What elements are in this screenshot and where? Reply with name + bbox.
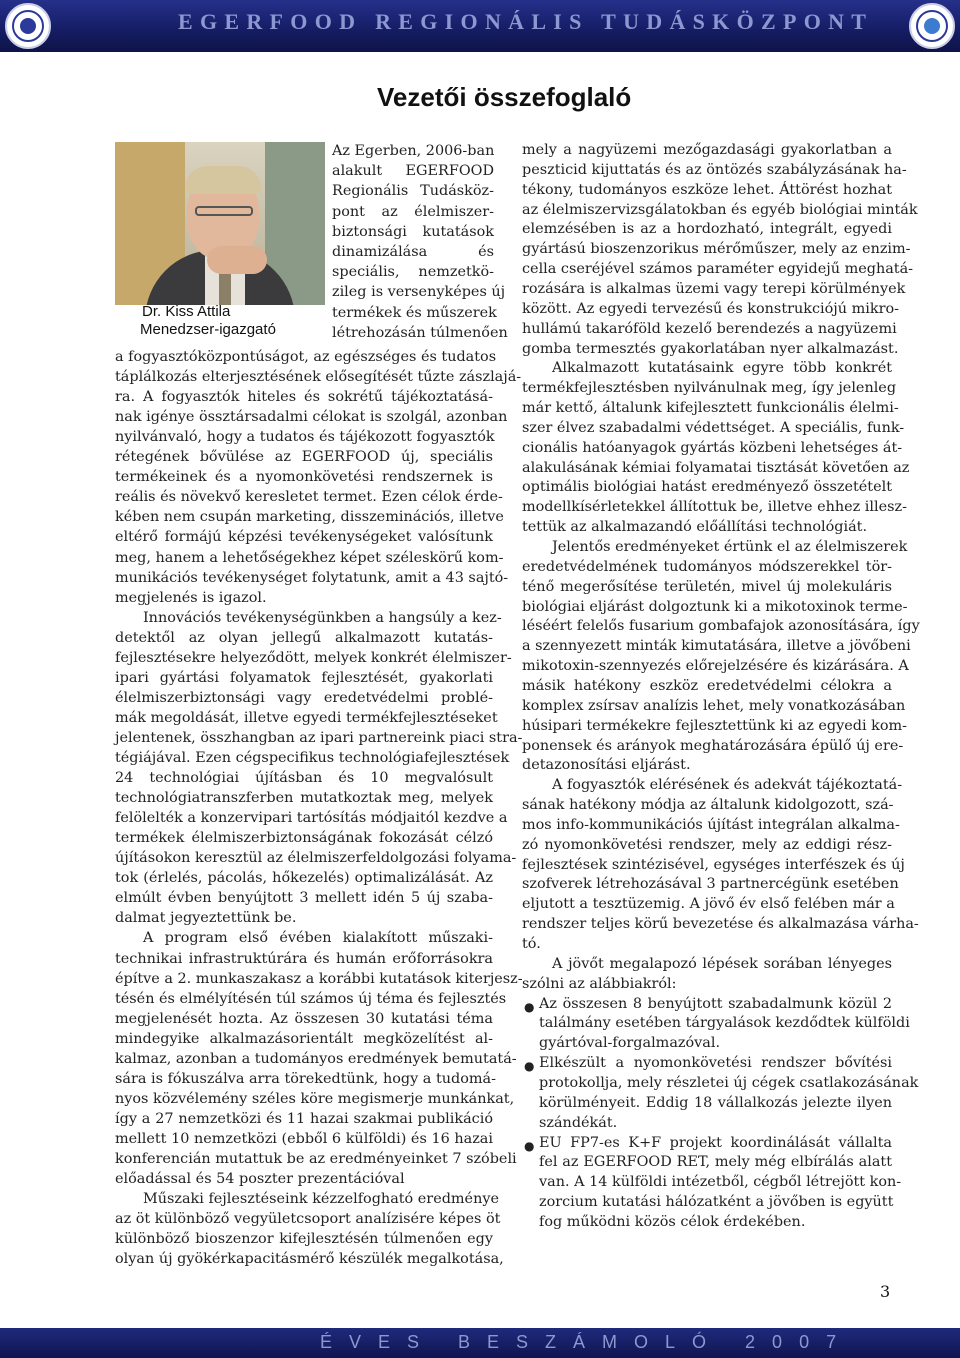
left-column-line: termékeinek és a nyomonkövetési rendszernek is [115,469,493,486]
right-column-line: alakulásának kémiai folyamatai tisztását követően az [522,459,910,476]
right-column-line: rendszer teljes körű bevezetése és alkalmazása várha- [522,916,919,933]
left-column-line: Innovációs tevékenységünkben a hangsúly a kez- [143,609,502,626]
right-column-line: találmány esetében tárgyalások kezdődtek külföldi [539,1015,910,1032]
left-column-line: táplálkozás elterjesztésének elősegítését tűzte zászlajá- [115,369,522,386]
right-column-line: gyártóval-forgalmazóval. [539,1035,721,1052]
left-column-line: újításokon keresztül az élelmiszerfeldolgozási folyama- [115,850,517,867]
left-column-line: nyilvánvaló, hogy a tudatos és tájékozott fogyasztók [115,429,495,446]
left-column-line: munikációs tevékenységet folytatunk, amit a 43 sajtó- [115,569,509,586]
right-column-line: a szennyezett minták kimutatására, illetve a jövőbeni [522,638,911,655]
bullet-icon: ● [524,1138,535,1153]
right-column-line: gomba termesztés gyakorlatában nyer alkalmazást. [522,340,899,357]
right-column-line: Elkészült a nyomonkövetési rendszer bővítési [539,1055,892,1072]
left-column-line: A program első évében kialakított műszaki- [143,930,493,947]
right-column-line: cionális hatóanyagok gyártás közbeni lehetséges át- [522,439,903,456]
right-column-line: tó. [522,936,541,952]
left-column-line: Műszaki fejlesztéseink kézzelfogható eredménye [143,1191,499,1208]
left-column-line: előadással és 54 poszter prezentációval [115,1171,405,1188]
left-column-line: tégiájával. Ezen cégspecifikus technológiafejlesztések [115,750,510,766]
right-column-line: tettük az alkalmazandó előállítási technológiát. [522,519,868,536]
left-column-line: tésén és elmélyítésén túl számos új téma és fejlesztés [115,990,507,1007]
banner-title: EGERFOOD REGIONÁLIS TUDÁSKÖZPONT [178,9,874,34]
right-column-line: mely a nagyüzemi mezőgazdasági gyakorlatban a [522,142,892,158]
right-column-line: körülményeit. Eddig 18 vállalkozás jelezte ilyen [539,1094,892,1111]
right-column-line: másik hatékony eszköz eredetvédelmi célokra a [522,677,892,694]
right-column-line: protokollja, mely részletei új cégek csatlakozásának [539,1074,919,1091]
bullet-icon: ● [524,1059,535,1074]
left-column-line: olyan új gyökérkapacitásmérő készülék megalkotása, [115,1251,504,1268]
right-column-line: szólni az alábbiakról: [522,975,677,992]
intro-line: alakult EGERFOOD [332,163,494,180]
right-column-line: szer élvez szabadalmi védettséget. A speciális, funk- [522,419,905,436]
right-column-line: léséért felelős fusarium gombafajok azonosítására, így [522,618,920,635]
right-column-line: peszticid kijuttatás és az öntözés szabályzásának ha- [522,161,907,178]
right-column-line: hullámú takaróföld kezelő berendezés a nagyüzemi [522,320,897,337]
bullet-icon: ● [524,999,535,1014]
right-column-line: komplex zsírsav analízis lehet, mely vonatkozásában [522,697,906,714]
intro-line: termékek és műszerek [332,304,497,321]
right-column-line: eredetvédelmének tudományos módszerekkel tör- [522,558,892,575]
left-column-line: fejlesztésekre helyeződött, melyek konkrét élelmiszer- [115,649,512,666]
left-column-line: élelmiszerbiztonsági vagy eredetvédelmi problé- [115,689,493,706]
left-column-line: megjelenését hozta. Az összesen 30 kutatási téma [115,1010,493,1027]
left-column-line: a fogyasztóközpontúságot, az egészséges és tudatos [115,349,497,365]
right-column-line: ténő megerősítése területén, mivel új molekuláris [522,578,892,595]
intro-line: speciális, nemzetkö- [332,264,494,281]
left-column-line: mellett 10 nemzetközi (ebből 6 külföldi) és 16 hazai [115,1130,493,1147]
intro-line: dinamizálása és [332,244,494,260]
intro-line: Regionális Tudásköz- [332,183,494,200]
right-column-line: húsipari termékekre fejlesztettünk ki az egyedi kom- [522,717,908,734]
intro-line: biztonsági kutatások [332,223,494,240]
right-column-line: sának hatékony módja az általunk kidolgozott, szá- [522,797,894,814]
intro-line: pont az élelmiszer- [332,203,494,220]
director-role: Menedzser-igazgató [140,321,276,338]
left-column-line: különböző bioszenzor kifejlesztésén túlmenően egy [115,1231,493,1248]
left-column-line: kében nem csupán marketing, disszeminációs, illetve [115,509,504,526]
right-column-line: fel az EGERFOOD RET, mely még elbírálás alatt [539,1154,892,1171]
left-column-line: jelentenek, összhangban az ipari partnereink piaci stra- [115,729,523,746]
left-column-line: nak igénye össztársadalmi célokat is szolgál, azonban [115,409,508,426]
right-column-line: rozására is alkalmas üzemi vagy terepi körülmények [522,280,906,297]
top-banner [0,0,960,52]
left-column-line: így a 27 nemzetközi és 11 hazai szakmai publikáció [115,1110,493,1127]
right-column-line: biológiai eljárást dolgoztunk ki a mikotoxinok terme- [522,598,908,615]
right-column-line: elemzésében is az a hordozható, integrált, egyedi [522,221,892,238]
left-column-line: mák megoldását, illetve egyedi termékfejlesztéseket [115,709,498,726]
right-column-line: zó nyomonkövetési rendszer, mely az eddigi rész- [522,836,892,853]
right-column-line: fejlesztések szintézisével, egységes interfészek és új [522,856,905,873]
left-column-line: technológiatranszferben mutatkoztak meg, melyek [115,790,493,807]
bottom-banner [0,1328,960,1358]
left-column-line: sára is fókuszálva arra törekedtünk, hogy a tudomá- [115,1070,496,1087]
right-column-line: detazonosítási eljárást. [522,757,691,774]
left-column-line: nyos közvélemény széles köre megismerje munkánkat, [115,1090,515,1107]
right-column-line: szándékát. [539,1114,618,1131]
right-column-line: mikotoxin-szennyezés előrejelzésére és kizárására. A [522,658,909,675]
right-column-line: ponensek és arányok meghatározására épülő új ere- [522,737,904,754]
right-column-line: Jelentős eredményeket értünk el az élelmiszerek [552,539,908,555]
left-column-line: konferencián mutattuk be az eredményeinket 7 szóbeli [115,1151,517,1167]
director-portrait-photo [115,142,325,305]
right-column-line: már kettő, általunk kifejlesztett funkcionális élelmi- [522,400,899,417]
right-column-line: között. Az egyedi tervezésű és konstrukciójú mikro- [522,300,899,317]
left-column-line: kalmaz, azonban a tudományos eredmények bemutatá- [115,1050,517,1067]
director-name: Dr. Kiss Attila [142,303,231,320]
left-column-line: ipari gyártási folyamatok fejlesztését, gyakorlati [115,669,493,686]
left-column-line: rétegének bővülése az EGERFOOD új, speciális [115,449,493,466]
intro-line: zileg is versenyképes új [332,284,506,301]
right-column-line: zorcium kutatási hálózatként a jövőben is együtt [539,1194,894,1211]
right-column-line: A jövőt megalapozó lépések sorában lényeges [552,955,892,972]
left-column-line: építve a 2. munkaszakasz a korábbi kutatások kiterjesz- [115,970,523,987]
intro-line: Az Egerben, 2006-ban [332,143,495,159]
right-column-line: van. A 14 külföldi intézetből, cégből létrejött kon- [539,1174,902,1191]
right-column-line: A fogyasztók elérésének és adekvát tájékoztatá- [552,777,903,794]
right-column-line: cella cseréjével számos paraméter egyidejű meghatá- [522,261,914,278]
left-column-line: elmúlt évben benyújtott 3 mellett idén 5 új szaba- [115,890,493,907]
left-column-line: mindegyike alkalmazásorientált megközelítést al- [115,1030,493,1047]
left-column-line: 24 technológiai újításban és 10 megvalósult [115,770,493,787]
left-column-line: eltérő formájú képzési tevékenységeket valósítunk [115,529,493,546]
right-column-line: EU FP7-es K+F projekt koordinálását vállalta [539,1134,892,1151]
right-column-line: Alkalmazott kutatásaink egyre több konkrét [552,360,892,377]
page-number: 3 [880,1282,891,1301]
egerfood-seal-logo [909,3,955,49]
left-column-line: meg, hanem a lehetőségekhez képet széleskörű kom- [115,549,504,566]
left-column-line: ra. A fogyasztók hiteles és sokrétű tájékoztatásá- [115,389,493,406]
footer-text: ÉVES BESZÁMOLÓ 2007 [320,1332,854,1352]
right-column-line: mos info-kommunikációs újítást integrálan alkalma- [522,816,900,833]
intro-line: létrehozásán túlmenően [332,324,508,341]
right-column-line: szofverek létrehozásával 3 partnercégünk esetében [522,876,899,893]
right-column-line: tékony, tudományos eszköze lehet. Áttörést hozhat [522,181,892,198]
left-column-line: detektől az olyan jellegű alkalmazott kutatás- [115,629,493,646]
right-column-line: optimális biológiai hatást eredményező összetételt [522,479,892,496]
left-column-line: termékek élelmiszerbiztonságának fokozását célzó [115,830,493,847]
left-column-line: tok (érlelés, pácolás, hőkezelés) optimalizálását. Az [115,870,493,887]
page-title: Vezetői összefoglaló [377,82,632,112]
right-column-line: termékfejlesztésben nyilvánulnak meg, így jelenleg [522,380,897,397]
right-column-line: fog működni közös célok érdekében. [539,1213,806,1230]
right-column-line: eljutott a tesztüzemig. A jövő év első felében már a [522,896,895,913]
right-column-line: gyártású bioszenzorikus mérőműszer, mely az enzim- [522,241,911,258]
left-column-line: megjelenés is igazol. [115,589,267,606]
right-column-line: modellkísérletekkel állítottuk be, illetve ehhez illesz- [522,499,907,516]
left-column-line: felölelték a konzervipari tartósítás módjaitól kezdve a [115,810,508,827]
left-column-line: az öt különböző vegyületcsoport analízisére képes öt [115,1211,501,1228]
right-column-line: az élelmiszervizsgálatokban és egyéb biológiai minták [522,201,918,218]
right-column-line: Az összesen 8 benyújtott szabadalmunk közül 2 [539,995,892,1012]
left-column-line: reális és növekvő keresletet termet. Ezen célok érde- [115,489,503,506]
left-column-line: technikai infrastruktúrára és humán erőforrásokra [115,950,493,967]
left-column-line: dalmat jegyeztettünk be. [115,910,297,927]
university-seal-logo [5,3,51,49]
